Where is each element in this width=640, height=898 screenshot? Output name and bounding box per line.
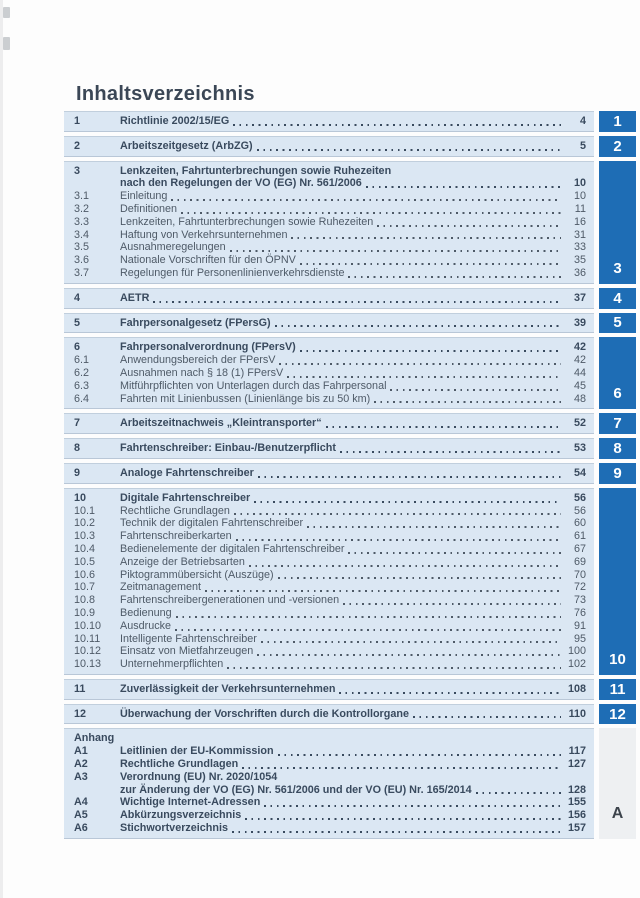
dot-leader bbox=[181, 212, 561, 214]
entry-title: Zeitmanagement bbox=[120, 581, 202, 594]
thumb-tab bbox=[599, 337, 636, 409]
toc-section-band bbox=[64, 413, 594, 434]
entry-number: 10.6 bbox=[74, 568, 96, 581]
entry-number: 1 bbox=[74, 115, 81, 127]
entry-title: Digitale Fahrtenschreiber bbox=[120, 491, 251, 504]
toc-entry bbox=[74, 442, 586, 455]
entry-number: 10.5 bbox=[74, 555, 96, 568]
dot-leader bbox=[245, 818, 561, 820]
dot-leader bbox=[300, 350, 561, 352]
entry-page: 10 bbox=[573, 177, 586, 190]
toc-entry bbox=[74, 241, 586, 254]
toc-section-band bbox=[64, 728, 594, 838]
thumb-tab-label: 3 bbox=[613, 259, 622, 277]
entry-page: 36 bbox=[573, 266, 586, 279]
entry-title: Ausdrucke bbox=[120, 619, 172, 632]
entry-page: 67 bbox=[573, 542, 586, 555]
thumb-tab-label: 7 bbox=[613, 415, 622, 433]
entry-title: Arbeitszeitgesetz (ArbZG) bbox=[120, 139, 253, 152]
toc-section-band bbox=[64, 463, 594, 484]
entry-number: A6 bbox=[74, 822, 88, 835]
entry-number: 10.3 bbox=[74, 530, 96, 543]
entry-title: Lenkzeiten, Fahrtunterbrechungen sowie Ruhezeiten bbox=[120, 215, 374, 228]
thumb-tab bbox=[599, 728, 636, 838]
entry-page: 37 bbox=[573, 291, 586, 304]
toc-entry bbox=[74, 633, 586, 646]
toc-entry bbox=[74, 581, 586, 594]
entry-page: 4 bbox=[579, 115, 586, 127]
dot-leader bbox=[339, 692, 561, 694]
dot-leader bbox=[176, 616, 561, 618]
entry-title: Richtlinie 2002/15/EG bbox=[120, 115, 230, 127]
entry-title: Einleitung bbox=[120, 190, 168, 203]
entry-number: 3.6 bbox=[74, 254, 90, 267]
entry-number: 3 bbox=[74, 164, 81, 177]
entry-page: 10 bbox=[573, 190, 586, 203]
toc-entry bbox=[74, 517, 586, 530]
thumb-tab bbox=[599, 161, 636, 284]
entry-title: Analoge Fahrtenschreiber bbox=[120, 466, 254, 479]
entry-title: Verordnung (EU) Nr. 2020/1054 bbox=[120, 770, 278, 783]
toc-section-band bbox=[64, 438, 594, 459]
dot-leader bbox=[175, 629, 561, 631]
entry-title: Bedienelemente der digitalen Fahrtenschreiber bbox=[120, 542, 345, 555]
toc-section-row bbox=[64, 679, 636, 700]
entry-page: 95 bbox=[573, 632, 586, 645]
toc-entry bbox=[74, 505, 586, 518]
toc-entry bbox=[74, 758, 586, 771]
entry-page: 117 bbox=[568, 745, 586, 758]
dot-leader bbox=[261, 641, 561, 643]
entry-title: Ausnahmeregelungen bbox=[120, 241, 226, 254]
entry-page: 128 bbox=[567, 783, 586, 796]
toc-entry bbox=[74, 708, 586, 721]
entry-title: Mitführpflichten von Unterlagen durch das Fahrpersonal bbox=[120, 379, 387, 392]
entry-page: 108 bbox=[567, 682, 586, 695]
toc-section-band bbox=[64, 111, 594, 132]
toc-entry bbox=[74, 745, 586, 758]
toc-section-row bbox=[64, 728, 636, 838]
entry-title: Fahrpersonalgesetz (FPersG) bbox=[120, 316, 271, 329]
thumb-tab bbox=[599, 704, 636, 725]
toc-entry bbox=[74, 140, 586, 153]
toc-entry bbox=[74, 771, 586, 784]
toc-section-row bbox=[64, 111, 636, 132]
entry-number: 3.7 bbox=[74, 266, 90, 279]
entry-title: Technik der digitalen Fahrtenschreiber bbox=[120, 517, 304, 530]
toc-entry bbox=[74, 216, 586, 229]
dot-leader bbox=[233, 124, 561, 126]
entry-title: Haftung von Verkehrsunternehmen bbox=[120, 228, 288, 241]
thumb-tab bbox=[599, 438, 636, 459]
entry-title: Bedienung bbox=[120, 606, 172, 619]
entry-title: Rechtliche Grundlagen bbox=[120, 504, 230, 517]
entry-title: Überwachung der Vorschriften durch die Kontrollorgane bbox=[120, 707, 409, 720]
entry-number: 10.13 bbox=[74, 658, 102, 671]
entry-number: 10.12 bbox=[74, 645, 102, 658]
dot-leader bbox=[279, 363, 561, 365]
toc-section-band bbox=[64, 136, 594, 157]
entry-number: 10.9 bbox=[74, 606, 96, 619]
entry-title: Regelungen für Personenlinienverkehrsdienste bbox=[120, 266, 345, 279]
entry-number: 6.4 bbox=[74, 392, 90, 405]
dot-leader bbox=[390, 389, 561, 391]
entry-title: Intelligente Fahrtenschreiber bbox=[120, 632, 257, 645]
toc-entry bbox=[74, 354, 586, 367]
entry-page: 76 bbox=[573, 606, 586, 619]
entry-number: 3.3 bbox=[74, 215, 90, 228]
toc-entry bbox=[74, 683, 586, 696]
thumb-tab-label: 9 bbox=[613, 464, 622, 482]
entry-title: Fahrtenschreibergenerationen und -versionen bbox=[120, 594, 340, 607]
toc-entry bbox=[74, 267, 586, 280]
entry-number: A3 bbox=[74, 770, 88, 783]
entry-title: Nationale Vorschriften für den ÖPNV bbox=[120, 254, 296, 267]
toc-entry bbox=[74, 115, 586, 128]
dot-leader bbox=[275, 325, 561, 327]
entry-title: Anzeige der Betriebsarten bbox=[120, 555, 245, 568]
toc-entry bbox=[74, 190, 586, 203]
entry-title: Einsatz von Mietfahrzeugen bbox=[120, 645, 254, 658]
entry-page: 35 bbox=[573, 254, 586, 267]
toc-entry bbox=[74, 530, 586, 543]
entry-number bbox=[74, 177, 120, 190]
dot-leader bbox=[234, 513, 561, 515]
entry-number: 6.3 bbox=[74, 379, 90, 392]
toc-entry bbox=[74, 229, 586, 242]
thumb-tab-label: 6 bbox=[613, 385, 622, 403]
toc-section-band bbox=[64, 704, 594, 725]
entry-number: 10.10 bbox=[74, 619, 102, 632]
thumb-tab bbox=[599, 413, 636, 434]
thumb-tab-label: 12 bbox=[609, 705, 626, 723]
page-title: Inhaltsverzeichnis bbox=[76, 83, 255, 105]
entry-title: Unternehmerpflichten bbox=[120, 658, 224, 671]
entry-number: 3.2 bbox=[74, 202, 90, 215]
toc-entry bbox=[74, 645, 586, 658]
toc-section-row bbox=[64, 413, 636, 434]
dot-leader bbox=[257, 149, 561, 151]
entry-number: 6.1 bbox=[74, 354, 90, 367]
entry-page: 56 bbox=[573, 504, 586, 517]
entry-number bbox=[74, 784, 120, 797]
entry-title: zur Änderung der VO (EG) Nr. 561/2006 und der VO (EU) Nr. 165/2014 bbox=[120, 783, 472, 796]
entry-title: Piktogrammübersicht (Auszüge) bbox=[120, 568, 274, 581]
dot-leader bbox=[340, 451, 561, 453]
dot-leader bbox=[413, 716, 561, 718]
dot-leader bbox=[153, 301, 561, 303]
toc-section-row bbox=[64, 488, 636, 675]
scan-artifact bbox=[3, 37, 10, 50]
toc-entry bbox=[74, 809, 586, 822]
thumb-tab-label: 2 bbox=[613, 137, 622, 155]
entry-number: 6.2 bbox=[74, 366, 90, 379]
scan-artifact bbox=[3, 7, 10, 18]
entry-number: A2 bbox=[74, 758, 88, 771]
dot-leader bbox=[254, 501, 561, 503]
dot-leader bbox=[366, 186, 561, 188]
toc-entry bbox=[74, 417, 586, 430]
entry-page: 31 bbox=[573, 228, 586, 241]
dot-leader bbox=[348, 276, 561, 278]
entry-title: Anhang bbox=[74, 732, 115, 745]
entry-page: 5 bbox=[579, 139, 586, 152]
entry-number: 9 bbox=[74, 466, 81, 479]
entry-page: 42 bbox=[573, 354, 586, 367]
dot-leader bbox=[278, 754, 561, 756]
dot-leader bbox=[258, 476, 561, 478]
entry-page: 155 bbox=[567, 796, 586, 809]
toc-section-row bbox=[64, 438, 636, 459]
entry-title: Lenkzeiten, Fahrtunterbrechungen sowie Ruhezeiten bbox=[120, 164, 392, 177]
entry-title: Ausnahmen nach § 18 (1) FPersV bbox=[120, 366, 284, 379]
thumb-tab bbox=[599, 463, 636, 484]
thumb-tab-label: 10 bbox=[609, 650, 626, 668]
entry-page: 45 bbox=[573, 379, 586, 392]
dot-leader bbox=[249, 565, 561, 567]
entry-number: 4 bbox=[74, 291, 81, 304]
entry-page: 70 bbox=[573, 568, 586, 581]
toc-entry bbox=[74, 165, 586, 178]
entry-page: 52 bbox=[573, 417, 586, 430]
thumb-tab bbox=[599, 313, 636, 334]
toc-entry bbox=[74, 292, 586, 305]
entry-page: 44 bbox=[573, 366, 586, 379]
toc-entry bbox=[74, 543, 586, 556]
entry-number: A4 bbox=[74, 796, 88, 809]
entry-number: 11 bbox=[74, 682, 86, 695]
entry-page: 56 bbox=[573, 491, 586, 504]
toc-section-row bbox=[64, 463, 636, 484]
thumb-tab bbox=[599, 111, 636, 132]
entry-title: Anwendungsbereich der FPersV bbox=[120, 354, 276, 367]
toc-entry bbox=[74, 341, 586, 354]
entry-page: 53 bbox=[573, 442, 586, 455]
entry-number: 6 bbox=[74, 341, 81, 354]
toc-entry bbox=[74, 492, 586, 505]
toc-section-band bbox=[64, 488, 594, 675]
toc-entry bbox=[74, 569, 586, 582]
thumb-tab-label: 4 bbox=[613, 289, 622, 307]
entry-title: Wichtige Internet-Adressen bbox=[120, 796, 261, 809]
dot-leader bbox=[232, 831, 561, 833]
entry-page: 73 bbox=[573, 594, 586, 607]
entry-page: 33 bbox=[573, 241, 586, 254]
dot-leader bbox=[287, 376, 561, 378]
dot-leader bbox=[257, 654, 561, 656]
toc-entry bbox=[74, 594, 586, 607]
toc-entry bbox=[74, 367, 586, 380]
dot-leader bbox=[348, 552, 561, 554]
toc-section-band bbox=[64, 313, 594, 334]
entry-number: 7 bbox=[74, 417, 81, 430]
dot-leader bbox=[377, 225, 561, 227]
entry-number: 10.7 bbox=[74, 581, 96, 594]
entry-page: 102 bbox=[567, 658, 586, 671]
dot-leader bbox=[230, 250, 561, 252]
thumb-tab bbox=[599, 488, 636, 675]
toc-section-band bbox=[64, 679, 594, 700]
entry-title: Fahrtenschreiberkarten bbox=[120, 530, 232, 543]
toc-section-row bbox=[64, 136, 636, 157]
entry-title: Arbeitszeitnachweis „Kleintransporter“ bbox=[120, 417, 322, 430]
dot-leader bbox=[374, 401, 561, 403]
dot-leader bbox=[242, 767, 561, 769]
entry-title: Rechtliche Grundlagen bbox=[120, 758, 239, 771]
toc-entry bbox=[74, 254, 586, 267]
dot-leader bbox=[307, 526, 561, 528]
toc-entry bbox=[74, 556, 586, 569]
entry-title: Definitionen bbox=[120, 202, 178, 215]
toc-section-row bbox=[64, 161, 636, 284]
entry-title: Leitlinien der EU-Kommission bbox=[120, 745, 274, 758]
dot-leader bbox=[205, 590, 561, 592]
thumb-tab bbox=[599, 136, 636, 157]
dot-leader bbox=[291, 237, 561, 239]
entry-title: AETR bbox=[120, 291, 150, 304]
dot-leader bbox=[476, 792, 561, 794]
entry-number: 8 bbox=[74, 442, 81, 455]
entry-page: 91 bbox=[573, 619, 586, 632]
toc-entry bbox=[74, 607, 586, 620]
toc-section-band bbox=[64, 288, 594, 309]
entry-number: 10.1 bbox=[74, 504, 96, 517]
thumb-tab-label: 8 bbox=[613, 440, 622, 458]
toc-entry bbox=[74, 393, 586, 406]
entry-number: 10 bbox=[74, 491, 87, 504]
dot-leader bbox=[278, 577, 561, 579]
entry-number: 10.2 bbox=[74, 517, 96, 530]
entry-title: Abkürzungsverzeichnis bbox=[120, 809, 242, 822]
toc-sections bbox=[64, 111, 636, 839]
dot-leader bbox=[171, 199, 561, 201]
entry-number: 5 bbox=[74, 316, 81, 329]
toc-entry bbox=[74, 620, 586, 633]
toc-section-row bbox=[64, 288, 636, 309]
toc-entry bbox=[74, 380, 586, 393]
entry-number: A5 bbox=[74, 809, 88, 822]
entry-number: 3.1 bbox=[74, 190, 90, 203]
thumb-tab-label: A bbox=[611, 804, 624, 822]
scan-edge-artifact bbox=[0, 0, 3, 898]
entry-page: 127 bbox=[567, 758, 586, 771]
entry-page: 54 bbox=[573, 466, 586, 479]
entry-number: 2 bbox=[74, 139, 81, 152]
toc-entry bbox=[74, 796, 586, 809]
toc-entry bbox=[74, 822, 586, 835]
toc-entry bbox=[74, 177, 586, 190]
entry-number: 10.11 bbox=[74, 632, 101, 645]
toc-section-row bbox=[64, 313, 636, 334]
entry-page: 100 bbox=[567, 645, 586, 658]
toc-entry bbox=[74, 317, 586, 330]
thumb-tab-label: 11 bbox=[609, 680, 626, 698]
entry-title: nach den Regelungen der VO (EG) Nr. 561/2006 bbox=[120, 177, 362, 190]
dot-leader bbox=[227, 667, 561, 669]
entry-title: Fahrtenschreiber: Einbau-/Benutzerpflicht bbox=[120, 442, 336, 455]
thumb-tab-label: 1 bbox=[613, 112, 622, 130]
entry-page: 72 bbox=[573, 581, 586, 594]
thumb-tab-label: 5 bbox=[613, 314, 622, 332]
entry-page: 42 bbox=[573, 341, 586, 354]
entry-page: 60 bbox=[573, 517, 586, 530]
entry-page: 39 bbox=[573, 316, 586, 329]
toc-section-band bbox=[64, 161, 594, 284]
toc-entry bbox=[74, 658, 586, 671]
entry-number: 3.4 bbox=[74, 228, 90, 241]
entry-page: 61 bbox=[573, 530, 586, 543]
entry-number: 12 bbox=[74, 707, 87, 720]
entry-page: 157 bbox=[567, 822, 586, 835]
dot-leader bbox=[343, 603, 561, 605]
entry-title: Zuverlässigkeit der Verkehrsunternehmen bbox=[120, 682, 336, 695]
entry-number: 10.4 bbox=[74, 542, 96, 555]
dot-leader bbox=[326, 426, 561, 428]
toc-content bbox=[64, 84, 636, 843]
entry-number: 10.8 bbox=[74, 594, 96, 607]
entry-number: A1 bbox=[74, 745, 88, 758]
toc-section-band bbox=[64, 337, 594, 409]
entry-page: 69 bbox=[573, 555, 586, 568]
toc-entry bbox=[74, 467, 586, 480]
dot-leader bbox=[236, 539, 561, 541]
entry-page: 110 bbox=[568, 707, 586, 720]
thumb-tab bbox=[599, 288, 636, 309]
toc-section-row bbox=[64, 337, 636, 409]
entry-title: Fahrten mit Linienbussen (Linienlänge bis zu 50 km) bbox=[120, 392, 371, 405]
entry-page: 11 bbox=[574, 202, 586, 215]
entry-page: 16 bbox=[573, 215, 586, 228]
thumb-tab bbox=[599, 679, 636, 700]
toc-section-row bbox=[64, 704, 636, 725]
toc-entry bbox=[74, 203, 586, 216]
entry-title: Fahrpersonalverordnung (FPersV) bbox=[120, 341, 296, 354]
toc-entry bbox=[74, 732, 586, 745]
entry-page: 156 bbox=[567, 809, 586, 822]
dot-leader bbox=[264, 805, 561, 807]
entry-title: Stichwortverzeichnis bbox=[120, 822, 229, 835]
entry-number: 3.5 bbox=[74, 241, 90, 254]
entry-page: 48 bbox=[573, 392, 586, 405]
toc-entry bbox=[74, 784, 586, 797]
dot-leader bbox=[300, 263, 561, 265]
